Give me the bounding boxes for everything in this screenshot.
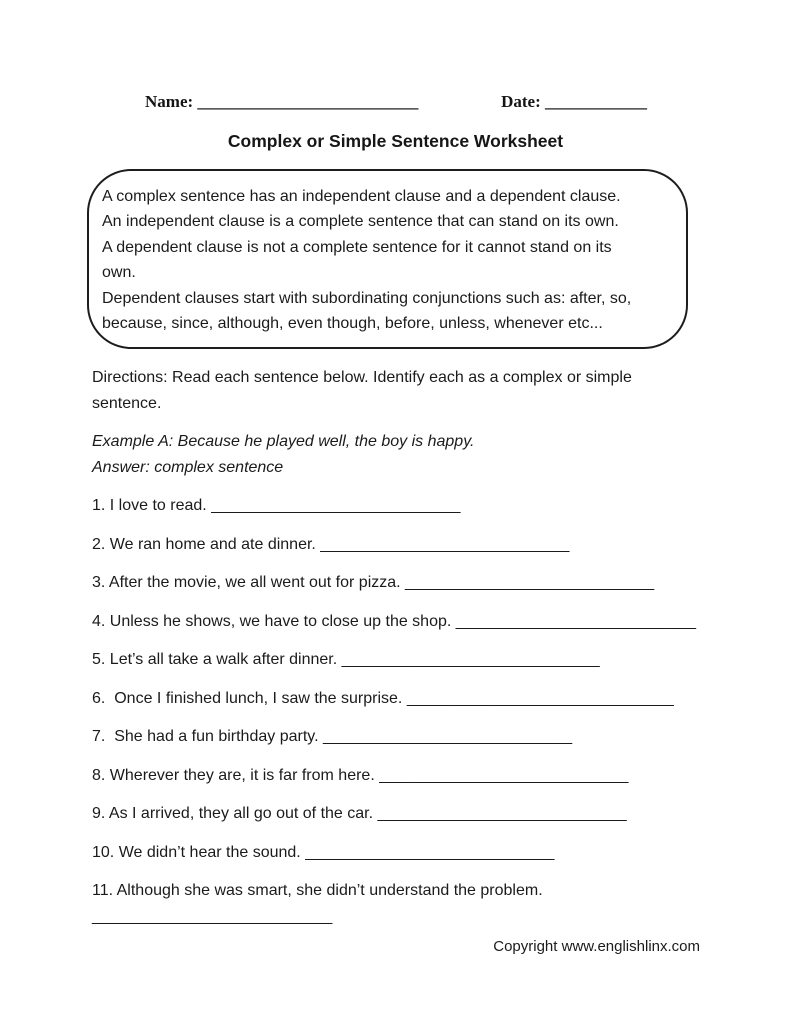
question-item (92, 763, 704, 789)
example-block (92, 429, 704, 480)
question-item (92, 493, 704, 519)
question-item (92, 801, 704, 827)
example-answer: Answer: complex sentence (92, 458, 284, 476)
question-text: 9. As I arrived, they all go out of the car. (92, 805, 378, 823)
question-item (92, 878, 704, 930)
definition-line: own. (102, 264, 136, 282)
answer-blank: ___________________________ (92, 908, 333, 926)
question-text: 5. Let’s all take a walk after dinner. (92, 651, 342, 669)
question-text: 4. Unless he shows, we have to close up the shop. (92, 612, 456, 630)
question-text: 3. After the movie, we all went out for pizza. (92, 574, 406, 592)
example-sentence: Example A: Because he played well, the boy is happy. (92, 433, 475, 451)
question-text: 11. Although she was smart, she didn’t understand the problem. (92, 882, 548, 900)
answer-blank: ____________________________ (377, 805, 627, 823)
definition-line: An independent clause is a complete sentence that can stand on its own. (102, 213, 619, 231)
answer-blank: ____________________________ (405, 574, 655, 592)
definition-box (87, 169, 688, 349)
date-blank-line: ____________ (545, 92, 647, 111)
answer-blank: ____________________________ (211, 497, 461, 515)
definition-line: Dependent clauses start with subordinating conjunctions such as: after, so, (102, 289, 632, 307)
page-title: Complex or Simple Sentence Worksheet (227, 131, 564, 151)
date-field-group (501, 92, 647, 112)
answer-blank: ______________________________ (406, 689, 674, 707)
question-text: 7. She had a fun birthday party. (92, 728, 323, 746)
worksheet-body (92, 365, 704, 930)
definition-line: A dependent clause is not a complete sentence for it cannot stand on its (102, 238, 612, 256)
answer-blank: ____________________________ (322, 728, 573, 746)
question-list (92, 493, 704, 930)
answer-blank: ___________________________ (455, 612, 697, 630)
date-label: Date: (501, 92, 541, 111)
question-item (92, 647, 704, 673)
directions-text: Directions: Read each sentence below. Identify each as a complex or simple sentence. (92, 369, 632, 413)
question-text: 8. Wherever they are, it is far from here. (92, 766, 380, 784)
answer-blank: ____________________________ (379, 766, 629, 784)
name-date-header (92, 0, 704, 112)
answer-blank: ____________________________ (320, 535, 570, 553)
definition-line: A complex sentence has an independent clause and a dependent clause. (102, 188, 621, 205)
name-label: Name: (145, 92, 194, 111)
answer-blank: ____________________________ (305, 843, 555, 861)
definition-line: because, since, although, even though, before, unless, whenever etc... (102, 315, 603, 333)
question-text: 10. We didn’t hear the sound. (92, 843, 306, 861)
question-item (92, 570, 704, 596)
name-field-group (145, 92, 418, 112)
name-blank-line: __________________________ (197, 92, 419, 111)
question-item (92, 609, 704, 635)
answer-blank: _____________________________ (341, 651, 600, 669)
question-item (92, 532, 704, 558)
question-text: 2. We ran home and ate dinner. (92, 535, 321, 553)
question-item (92, 724, 704, 750)
question-text: 6. Once I finished lunch, I saw the surprise. (92, 689, 407, 707)
question-item (92, 840, 704, 866)
question-item (92, 686, 704, 712)
copyright-text: Copyright www.englishlinx.com (493, 938, 700, 955)
question-text: 1. I love to read. (92, 497, 212, 515)
